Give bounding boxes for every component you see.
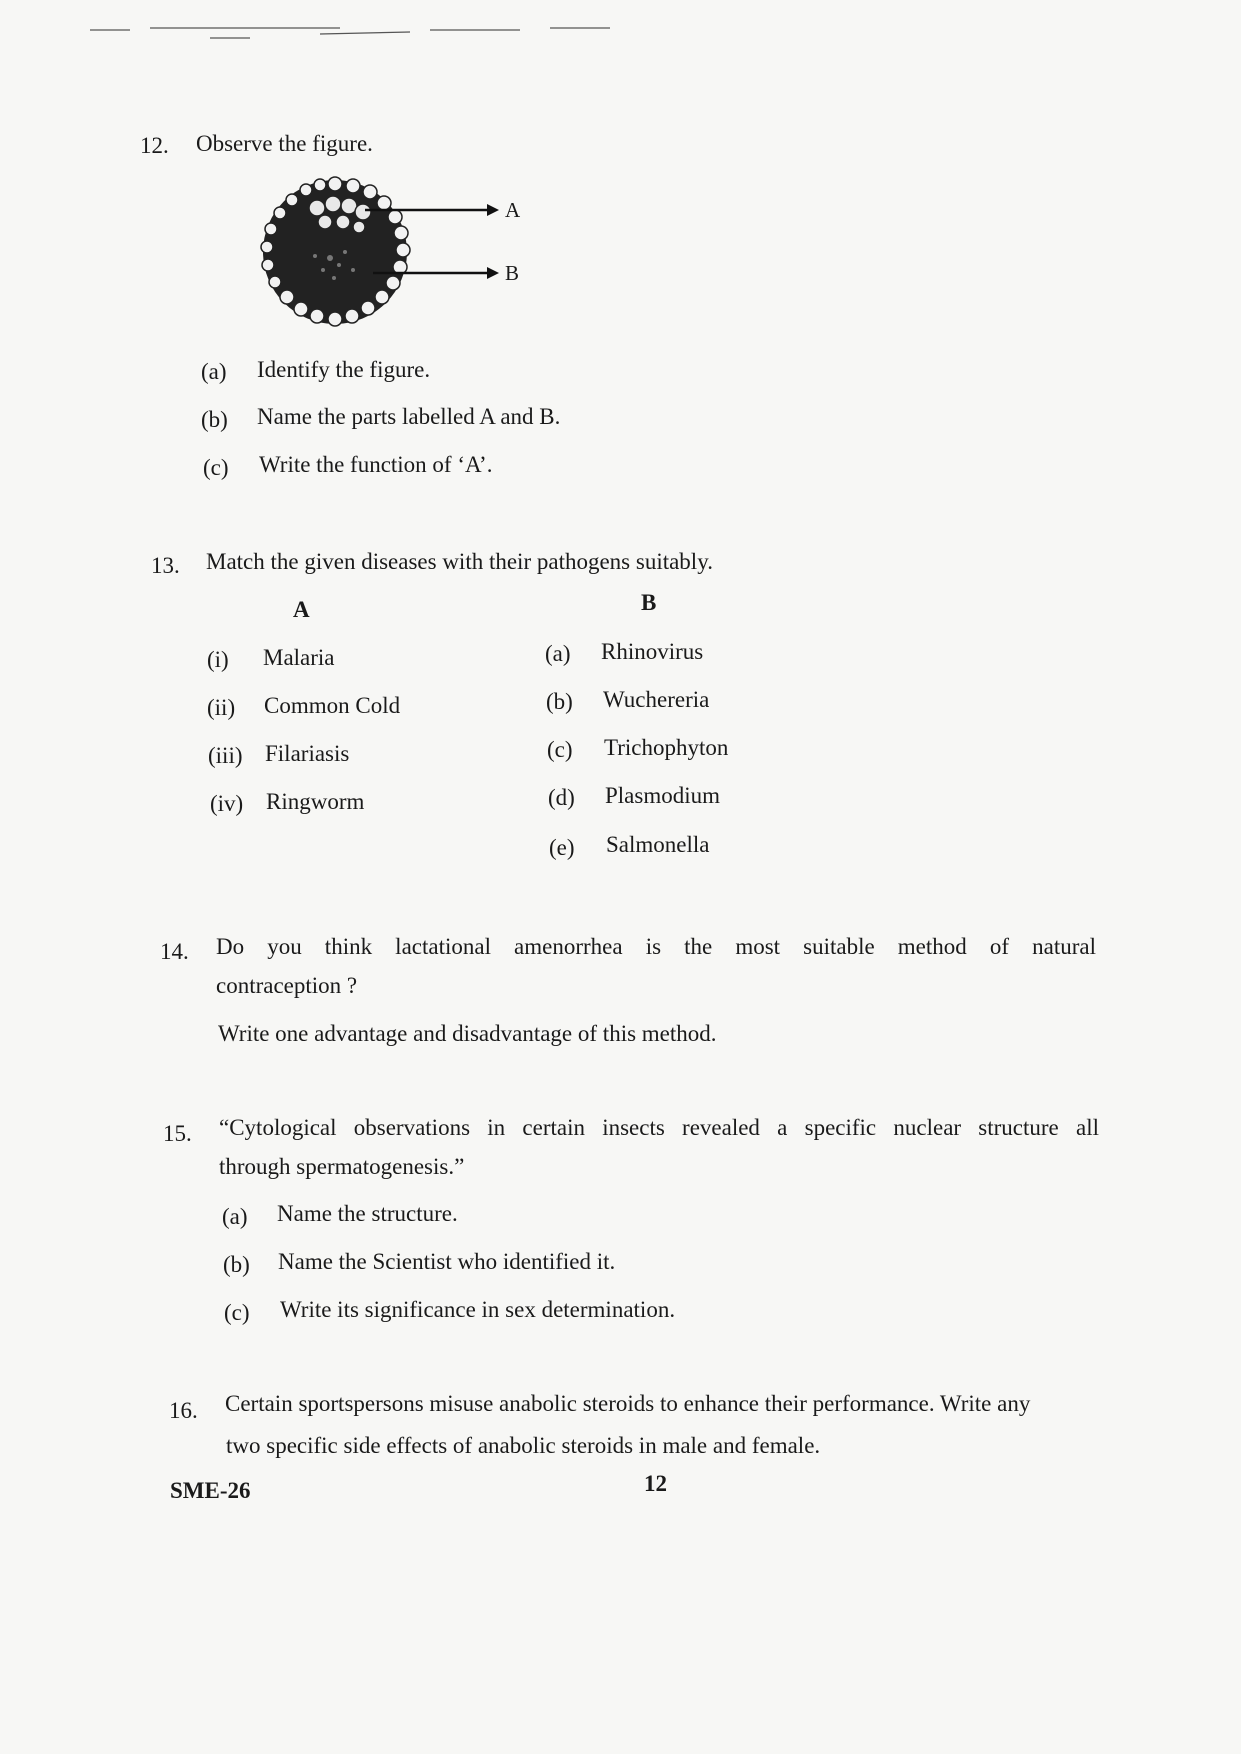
- question-15-line-1: “Cytological observations in certain insects revealed a specific nuclear structure all: [219, 1115, 1099, 1140]
- arrow-b-head: [487, 267, 499, 279]
- question-14-number: 14.: [160, 939, 189, 964]
- match-a-item-1-label: (i): [207, 647, 229, 672]
- match-column-b-header: B: [641, 590, 657, 615]
- question-12-text: Observe the figure.: [196, 131, 373, 156]
- q15-part-a-label: (a): [222, 1204, 248, 1229]
- match-b-item-2-text: Wuchereria: [603, 687, 710, 712]
- match-a-item-4-label: (iv): [210, 791, 244, 816]
- q15-part-c-text: Write its significance in sex determination.: [280, 1297, 676, 1322]
- figure-label-a: A: [505, 198, 521, 222]
- question-15-number: 15.: [163, 1121, 192, 1146]
- blastocyst-figure: [255, 170, 575, 340]
- scan-artifact-lines: [90, 22, 690, 52]
- q12-part-a-text: Identify the figure.: [257, 357, 431, 382]
- question-15-line-2: through spermatogenesis.”: [219, 1154, 465, 1179]
- match-a-item-2-label: (ii): [207, 695, 236, 720]
- match-b-item-5-label: (e): [549, 835, 575, 860]
- q12-part-a-label: (a): [201, 359, 227, 384]
- question-12-number: 12.: [140, 133, 169, 158]
- match-a-item-3-label: (iii): [208, 743, 243, 768]
- q12-part-c-text: Write the function of ‘A’.: [259, 452, 493, 477]
- q12-part-b-text: Name the parts labelled A and B.: [257, 404, 561, 429]
- match-column-a-header: A: [293, 597, 310, 622]
- q15-part-b-text: Name the Scientist who identified it.: [278, 1249, 616, 1274]
- question-14-line-2: contraception ?: [216, 973, 358, 998]
- question-13-text: Match the given diseases with their pathogens suitably.: [206, 549, 713, 574]
- q12-part-c-label: (c): [203, 455, 229, 480]
- q15-part-a-text: Name the structure.: [277, 1201, 458, 1226]
- question-14-line-1: Do you think lactational amenorrhea is the most suitable method of natural: [216, 934, 1096, 959]
- page-number: 12: [644, 1471, 667, 1496]
- paper-code: SME-26: [170, 1478, 251, 1503]
- match-a-item-3-text: Filariasis: [265, 741, 350, 766]
- question-16-line-1: Certain sportspersons misuse anabolic steroids to enhance their performance. Write any: [225, 1391, 1031, 1416]
- match-b-item-5-text: Salmonella: [606, 832, 710, 857]
- match-b-item-2-label: (b): [546, 689, 573, 714]
- question-13-number: 13.: [151, 553, 180, 578]
- q12-part-b-label: (b): [201, 407, 228, 432]
- match-b-item-3-label: (c): [547, 737, 573, 762]
- match-b-item-1-label: (a): [545, 641, 571, 666]
- figure-label-b: B: [505, 261, 520, 285]
- match-a-item-4-text: Ringworm: [266, 789, 365, 814]
- match-b-item-3-text: Trichophyton: [604, 735, 729, 760]
- match-a-item-1-text: Malaria: [263, 645, 335, 670]
- question-16-number: 16.: [169, 1398, 198, 1423]
- question-14-line-3: Write one advantage and disadvantage of this method.: [218, 1021, 717, 1046]
- question-16-line-2: two specific side effects of anabolic steroids in male and female.: [226, 1433, 821, 1458]
- match-b-item-1-text: Rhinovirus: [601, 639, 704, 664]
- match-b-item-4-text: Plasmodium: [605, 783, 721, 808]
- match-b-item-4-label: (d): [548, 785, 575, 810]
- q15-part-c-label: (c): [224, 1300, 250, 1325]
- match-a-item-2-text: Common Cold: [264, 693, 401, 718]
- arrow-a-head: [487, 204, 499, 216]
- q15-part-b-label: (b): [223, 1252, 250, 1277]
